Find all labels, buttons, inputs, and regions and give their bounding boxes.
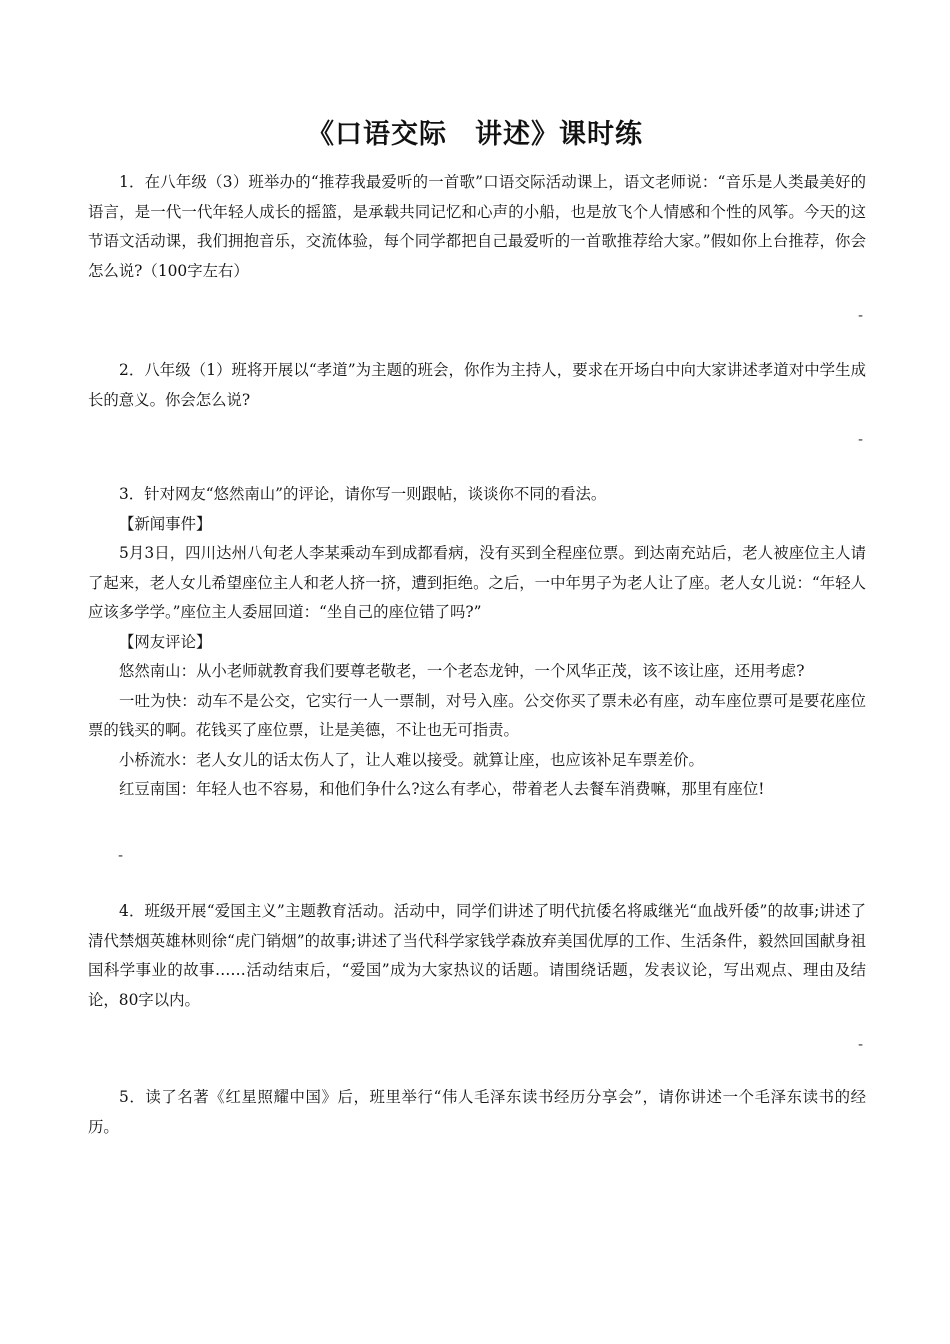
question-4 bbox=[88, 897, 866, 1015]
question-3 bbox=[88, 480, 866, 805]
question-2-text: 2．八年级（1）班将开展以“孝道”为主题的班会，你作为主持人，要求在开场白中向大家讲述孝道对中学生成长的意义。你会怎么说? bbox=[88, 361, 866, 409]
answer-mark-2: - bbox=[858, 432, 864, 448]
question-2 bbox=[88, 356, 866, 415]
question-1-text: 1．在八年级（3）班举办的“推荐我最爱听的一首歌”口语交际活动课上，语文老师说：“音乐是人类最美好的语言，是一代一代年轻人成长的摇篮，是承载共同记忆和心声的小船，也是放飞个人情感和个性的风筝。今天的这节语文活动课，我们拥抱音乐，交流体验，每个同学都把自己最爱听的一首歌推荐给大家。”假如你上台推荐，你会怎么说?（100字左右） bbox=[88, 173, 866, 280]
question-5-text: 5．读了名著《红星照耀中国》后，班里举行“伟人毛泽东读书经历分享会”，请你讲述一个毛泽东读书的经历。 bbox=[88, 1088, 866, 1136]
page-title: 《口语交际 讲述》课时练 bbox=[307, 119, 643, 150]
answer-mark-3: - bbox=[118, 848, 124, 864]
comments-heading: 【网友评论】 bbox=[119, 632, 212, 651]
comment-3: 小桥流水：老人女儿的话太伤人了，让人难以接受。就算让座，也应该补足车票差价。 bbox=[119, 750, 704, 769]
comment-2: 一吐为快：动车不是公交，它实行一人一票制，对号入座。公交你买了票未必有座，动车座位票可是要花座位票的钱买的啊。花钱买了座位票，让是美德，不让也无可指责。 bbox=[88, 691, 866, 739]
question-3-text: 3．针对网友“悠然南山”的评论，请你写一则跟帖，谈谈你不同的看法。 bbox=[119, 485, 607, 503]
question-4-text: 4．班级开展“爱国主义”主题教育活动。活动中，同学们讲述了明代抗倭名将戚继光“血战歼倭”的故事;讲述了清代禁烟英雄林则徐“虎门销烟”的故事;讲述了当代科学家钱学森放弃美国优厚的工作、生活条件，毅然回国献身祖国科学事业的故事……活动结束后，“爱国”成为大家热议的话题。请围绕话题，发表议论，写出观点、理由及结论，80字以内。 bbox=[88, 902, 866, 1009]
comment-4: 红豆南国：年轻人也不容易，和他们争什么?这么有孝心，带着老人去餐车消费嘛，那里有座位! bbox=[119, 780, 765, 798]
question-1 bbox=[88, 168, 866, 286]
news-text: 5月3日，四川达州八旬老人李某乘动车到成都看病，没有买到全程座位票。到达南充站后，老人被座位主人请了起来，老人女儿希望座位主人和老人挤一挤，遭到拒绝。之后，一中年男子为老人让了座。老人女儿说：“年轻人应该多学学。”座位主人委屈回道：“坐自己的座位错了吗?” bbox=[88, 544, 866, 621]
comment-1: 悠然南山：从小老师就教育我们要尊老敬老，一个老态龙钟，一个风华正茂，该不该让座，还用考虑? bbox=[119, 662, 805, 680]
answer-mark-1: - bbox=[858, 308, 864, 324]
news-heading: 【新闻事件】 bbox=[119, 514, 212, 533]
answer-mark-4: - bbox=[858, 1037, 864, 1053]
question-5 bbox=[88, 1083, 866, 1142]
